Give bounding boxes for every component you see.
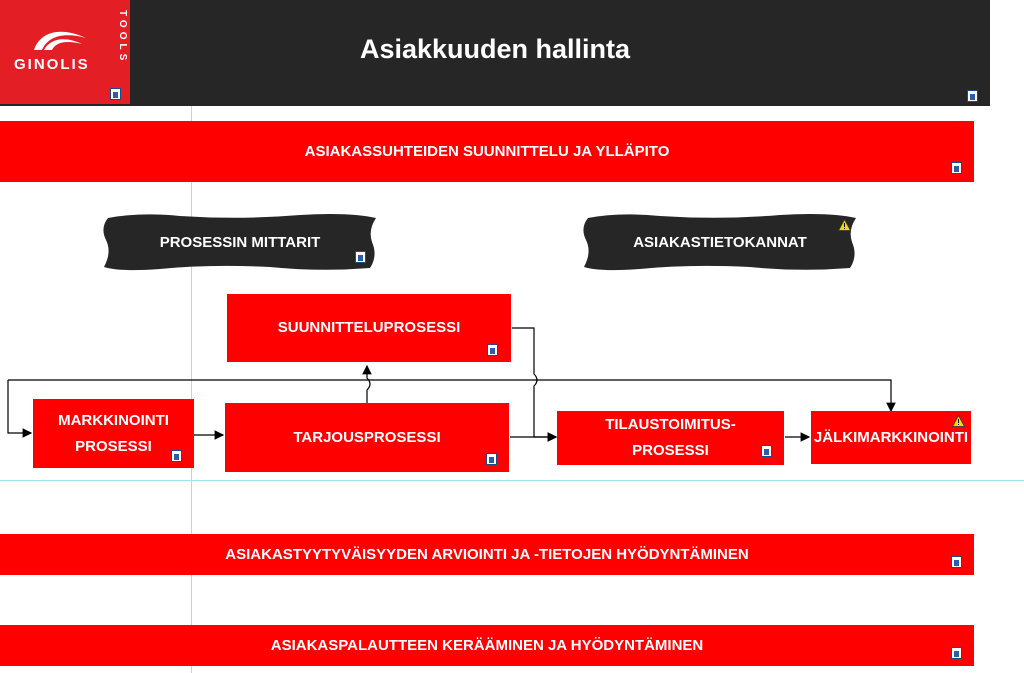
cloud-label-metrics: PROSESSIN MITTARIT bbox=[159, 234, 321, 251]
process-label-line1: MARKKINOINTI bbox=[58, 411, 169, 429]
process-planning[interactable] bbox=[227, 294, 511, 362]
link-badge-icon[interactable] bbox=[171, 450, 182, 462]
process-offer[interactable] bbox=[225, 403, 509, 472]
link-badge-icon[interactable] bbox=[486, 453, 497, 465]
process-label: TARJOUSPROSESSI bbox=[293, 428, 441, 446]
banner-label: ASIAKASTYYTYVÄISYYDEN ARVIOINTI JA -TIETOJEN HYÖDYNTÄMINEN bbox=[225, 546, 749, 563]
banner-label: ASIAKASPALAUTTEEN KERÄÄMINEN JA HYÖDYNTÄMINEN bbox=[270, 637, 704, 654]
process-label: SUUNNITTELUPROSESSI bbox=[277, 319, 461, 336]
link-badge-icon[interactable] bbox=[951, 556, 962, 568]
process-marketing[interactable] bbox=[33, 399, 194, 468]
process-order-delivery[interactable] bbox=[557, 411, 784, 465]
process-aftermarket[interactable] bbox=[811, 411, 971, 464]
banner-feedback-collection[interactable] bbox=[0, 625, 974, 666]
logo-tools-letters: TOOLS bbox=[117, 10, 128, 65]
process-label-line2: PROSESSI bbox=[632, 442, 709, 459]
link-badge-icon[interactable] bbox=[761, 445, 772, 457]
page-title: Asiakkuuden hallinta bbox=[359, 34, 631, 64]
logo-brand-text: GINOLIS bbox=[14, 56, 90, 73]
banner-satisfaction-evaluation[interactable] bbox=[0, 534, 974, 575]
warning-icon bbox=[952, 415, 965, 427]
banner-label: ASIAKASSUHTEIDEN SUUNNITTELU JA YLLÄPITO bbox=[304, 143, 670, 160]
process-label-line1: TILAUSTOIMITUS- bbox=[605, 416, 736, 433]
link-badge-icon[interactable] bbox=[951, 647, 962, 659]
link-badge-icon[interactable] bbox=[487, 344, 498, 356]
process-label-line2: PROSESSI bbox=[75, 437, 152, 455]
process-label: JÄLKIMARKKINOINTI bbox=[813, 428, 969, 446]
cloud-label-databases: ASIAKASTIETOKANNAT bbox=[633, 234, 807, 251]
